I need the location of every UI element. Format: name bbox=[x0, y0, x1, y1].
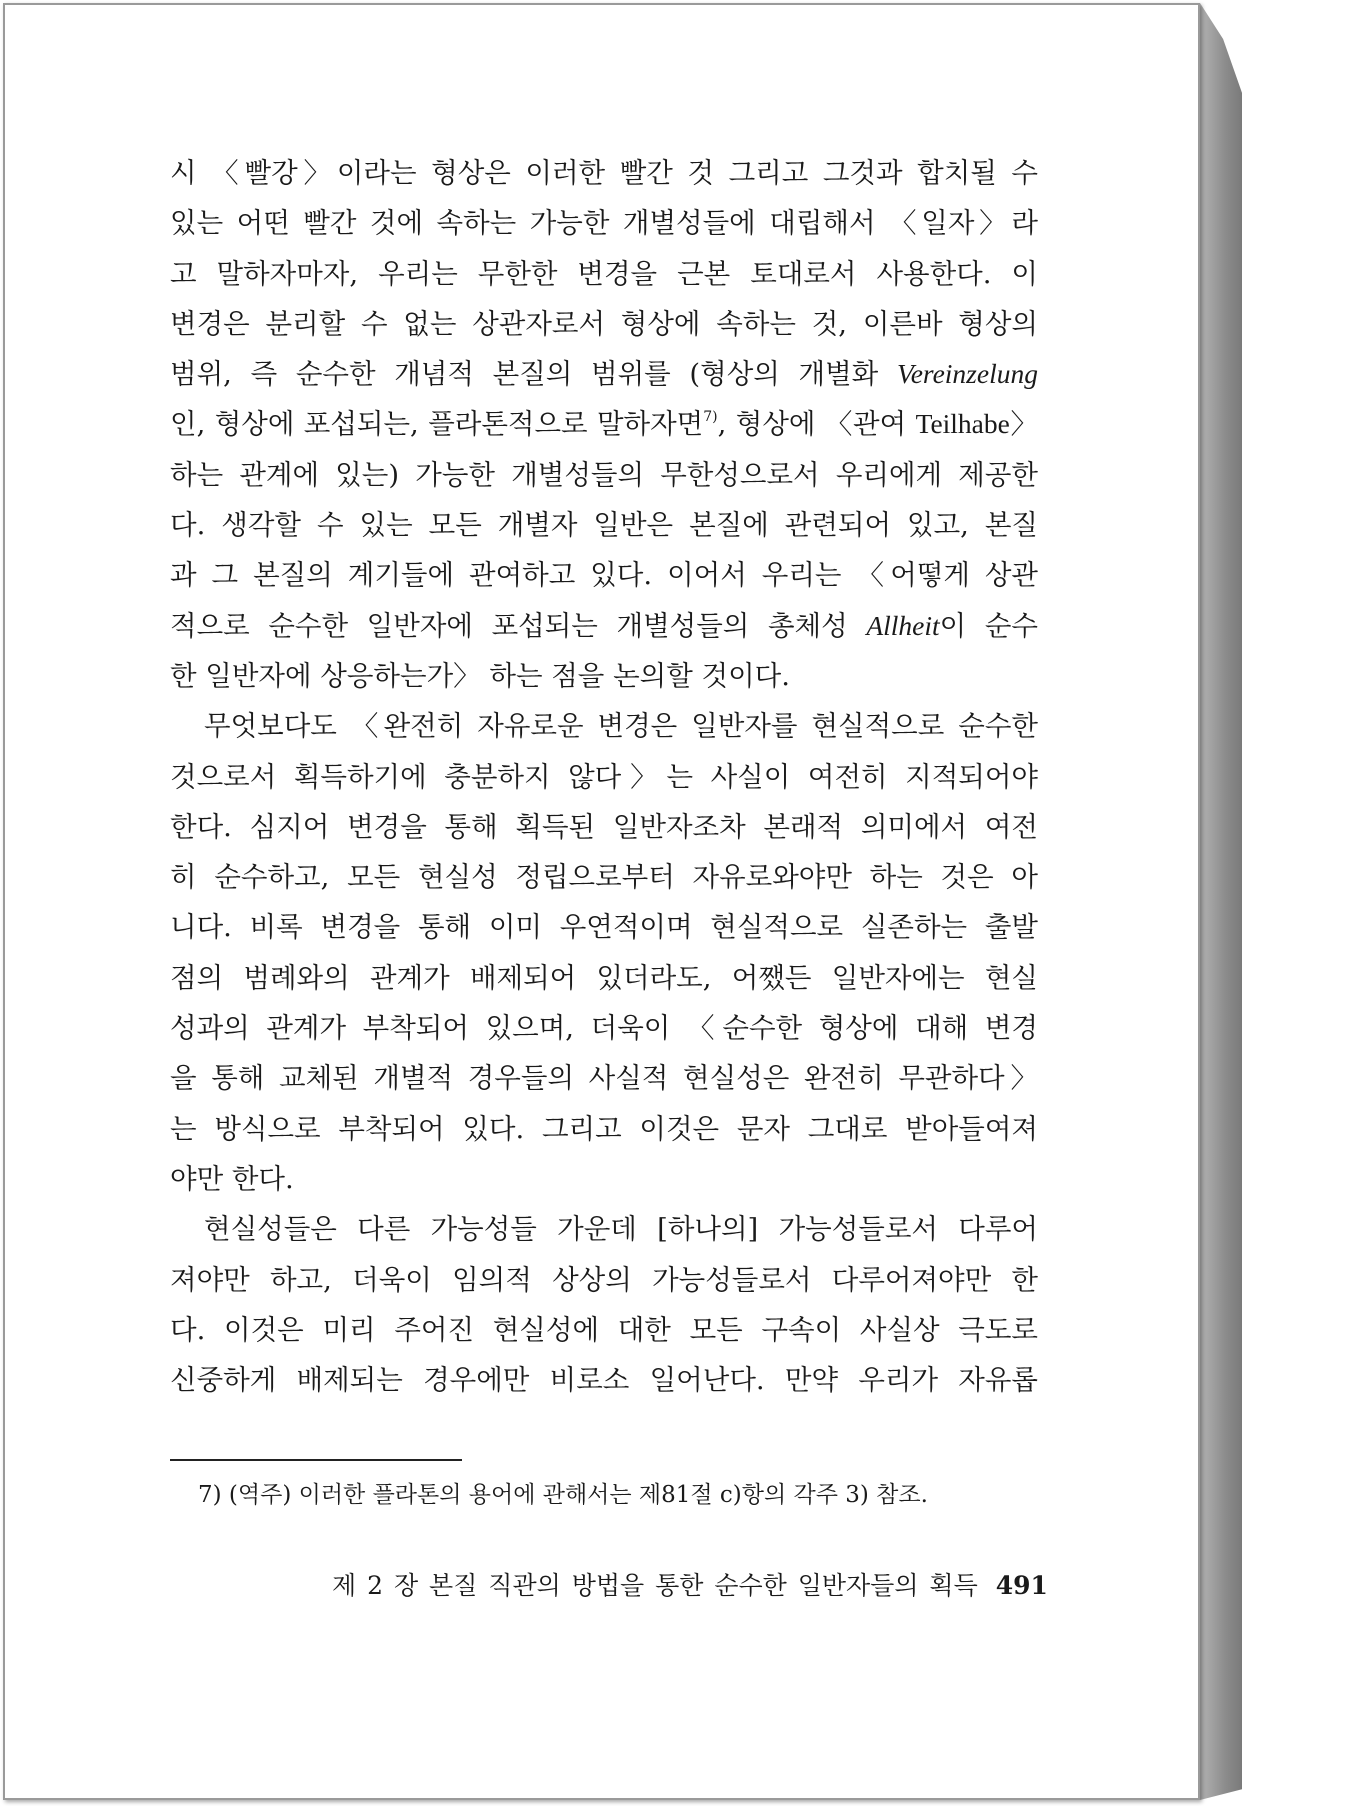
footnote-divider bbox=[170, 1459, 462, 1461]
text-segment: 적으로 순수한 일반자에 포섭되는 개별성들의 총체성 bbox=[170, 609, 867, 642]
text-line bbox=[170, 349, 1038, 399]
text-segment: 범위, 즉 순수한 개념적 본질의 범위를 (형상의 개별화 bbox=[170, 358, 897, 391]
text-line: 한 일반자에 상응하는가〉 하는 점을 논의할 것이다. bbox=[170, 659, 790, 692]
text-segment: 인, 형상에 포섭되는, 플라톤적으로 말하자면 bbox=[170, 408, 704, 441]
footnote: 7) (역주) 이러한 플라톤의 용어에 관해서는 제81절 c)항의 각주 3) 참조. bbox=[198, 1482, 928, 1508]
text-line bbox=[170, 601, 1038, 651]
text-line: 신중하게 배제되는 경우에만 비로소 일어난다. 만약 우리가 자유롭 bbox=[170, 1364, 1038, 1397]
text-line: 니다. 비록 변경을 통해 이미 우연적이며 현실적으로 실존하는 출발 bbox=[170, 911, 1038, 944]
page-number: 491 bbox=[995, 1571, 1048, 1600]
text-line: 을 통해 교체된 개별적 경우들의 사실적 현실성은 완전히 무관하다〉 bbox=[170, 1062, 1038, 1095]
text-line bbox=[170, 399, 1038, 449]
footnote-marker: 7) bbox=[703, 409, 718, 426]
text-line: 과 그 본질의 계기들에 관여하고 있다. 이어서 우리는 〈어떻게 상관 bbox=[170, 559, 1038, 592]
chapter-title: 제 2 장 본질 직관의 방법을 통한 순수한 일반자들의 획득 bbox=[332, 1571, 978, 1600]
text-line: 시 〈빨강〉이라는 형상은 이러한 빨간 것 그리고 그것과 합치될 수 bbox=[170, 157, 1038, 189]
page-edge-shadow bbox=[1200, 3, 1242, 1800]
text-line: 다. 이것은 미리 주어진 현실성에 대한 모든 구속이 사실상 극도로 bbox=[170, 1313, 1038, 1346]
text-line: 변경은 분리할 수 없는 상관자로서 형상에 속하는 것, 이른바 형상의 bbox=[170, 307, 1038, 340]
text-line: 현실성들은 다른 가능성들 가운데 [하나의] 가능성들로서 다루어 bbox=[204, 1213, 1038, 1246]
text-line: 다. 생각할 수 있는 모든 개별자 일반은 본질에 관련되어 있고, 본질 bbox=[170, 509, 1038, 542]
text-segment: , 형상에 〈관여 bbox=[717, 408, 916, 441]
text-segment: 이 순수 bbox=[939, 609, 1038, 642]
body-text bbox=[170, 148, 1038, 1405]
text-line: 한다. 심지어 변경을 통해 획득된 일반자조차 본래적 의미에서 여전 bbox=[170, 810, 1038, 843]
text-line: 있는 어떤 빨간 것에 속하는 가능한 개별성들에 대립해서 〈일자〉라 bbox=[170, 207, 1038, 240]
text-line: 하는 관계에 있는) 가능한 개별성들의 무한성으로서 우리에게 제공한 bbox=[170, 458, 1038, 491]
text-line: 점의 범례와의 관계가 배제되어 있더라도, 어쨌든 일반자에는 현실 bbox=[170, 961, 1038, 994]
german-term-allheit: Allheit bbox=[866, 609, 940, 641]
text-line: 것으로서 획득하기에 충분하지 않다〉는 사실이 여전히 지적되어야 bbox=[170, 760, 1038, 793]
text-line: 히 순수하고, 모든 현실성 정립으로부터 자유로와야만 하는 것은 아 bbox=[170, 861, 1038, 894]
text-line: 야만 한다. bbox=[170, 1162, 294, 1195]
text-line: 성과의 관계가 부착되어 있으며, 더욱이 〈순수한 형상에 대해 변경 bbox=[170, 1012, 1038, 1045]
running-footer bbox=[332, 1568, 1048, 1604]
text-line: 고 말하자마자, 우리는 무한한 변경을 근본 토대로서 사용한다. 이 bbox=[170, 257, 1038, 290]
text-line: 져야만 하고, 더욱이 임의적 상상의 가능성들로서 다루어져야만 한 bbox=[170, 1263, 1038, 1296]
text-line: 는 방식으로 부착되어 있다. 그리고 이것은 문자 그대로 받아들여져 bbox=[170, 1112, 1038, 1145]
german-term-vereinzelung: Vereinzelung bbox=[896, 358, 1038, 390]
german-term-teilhabe: Teilhabe〉 bbox=[915, 408, 1038, 440]
text-line: 무엇보다도 〈완전히 자유로운 변경은 일반자를 현실적으로 순수한 bbox=[204, 710, 1038, 743]
